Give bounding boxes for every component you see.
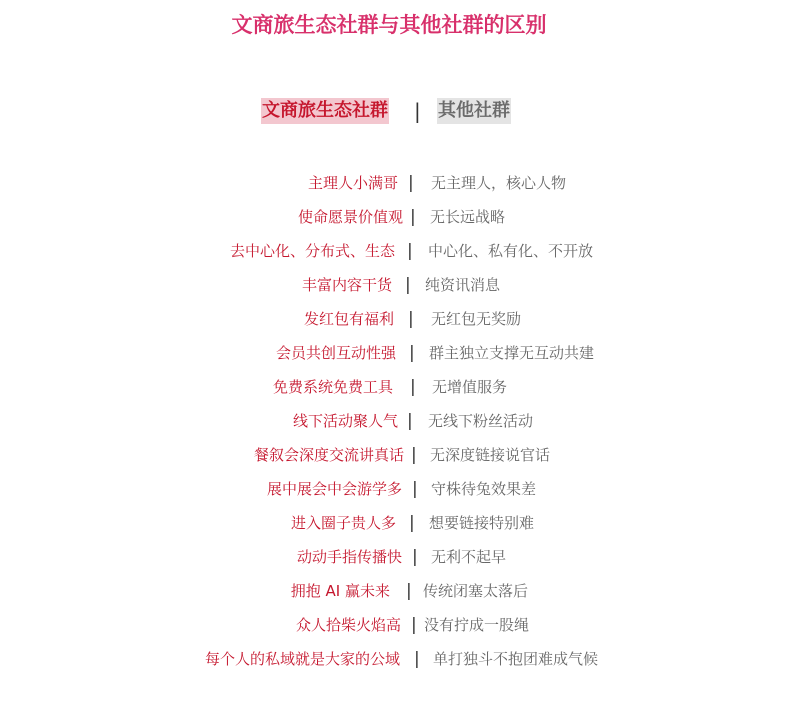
row-left-container — [0, 166, 398, 200]
row-left-text: 线下活动聚人气 — [292, 412, 398, 430]
row-left-container — [0, 200, 403, 234]
row-left-container — [0, 540, 402, 574]
row-right-text: 无红包无奖励 — [431, 310, 522, 328]
row-left-text: 每个人的私域就是大家的公域 — [204, 650, 400, 668]
row-left-text: 进入圈子贵人多 — [290, 514, 396, 532]
row-separator: | — [408, 309, 414, 329]
row-left-container — [0, 438, 404, 472]
row-left-container — [0, 268, 392, 302]
comparison-row — [0, 166, 800, 200]
row-right-text: 单打独斗不抱团难成气候 — [433, 650, 599, 668]
row-left-container — [0, 642, 400, 676]
row-left-container — [0, 404, 398, 438]
row-left-text: 餐叙会深度交流讲真话 — [253, 446, 404, 464]
row-right-text: 无线下粉丝活动 — [428, 412, 534, 430]
row-right-text: 纯资讯消息 — [425, 276, 501, 294]
comparison-header — [0, 96, 800, 128]
row-separator: | — [406, 581, 412, 601]
row-separator: | — [410, 377, 416, 397]
header-right-label: 其他社群 — [437, 98, 511, 124]
row-right-text: 无长远战略 — [430, 208, 506, 226]
row-right-text: 守株待兔效果差 — [431, 480, 537, 498]
row-left-container — [0, 370, 393, 404]
row-left-container — [0, 234, 395, 268]
row-right-text: 传统闭塞太落后 — [423, 582, 529, 600]
row-separator: | — [412, 547, 418, 567]
comparison-row — [0, 200, 800, 234]
row-right-text: 群主独立支撑无互动共建 — [429, 344, 595, 362]
comparison-row — [0, 404, 800, 438]
row-separator: | — [410, 207, 416, 227]
row-right-text: 想要链接特别难 — [429, 514, 535, 532]
row-separator: | — [414, 649, 420, 669]
row-separator: | — [407, 241, 413, 261]
comparison-row — [0, 438, 800, 472]
comparison-row — [0, 472, 800, 506]
row-separator: | — [407, 411, 413, 431]
row-left-text: 展中展会中会游学多 — [266, 480, 402, 498]
row-left-container — [0, 302, 394, 336]
row-left-container — [0, 574, 390, 608]
row-right-text: 没有拧成一股绳 — [424, 616, 530, 634]
header-separator: | — [414, 99, 421, 123]
page-title: 文商旅生态社群与其他社群的区别 — [231, 13, 547, 37]
row-left-container — [0, 506, 396, 540]
row-left-text: 丰富内容干货 — [301, 276, 392, 294]
header-left-label: 文商旅生态社群 — [261, 98, 389, 124]
row-right-text: 无主理人，核心人物 — [431, 174, 567, 192]
comparison-row — [0, 268, 800, 302]
comparison-row — [0, 336, 800, 370]
comparison-row — [0, 642, 800, 676]
row-separator: | — [411, 445, 417, 465]
row-left-text: 主理人小满哥 — [307, 174, 398, 192]
comparison-row — [0, 540, 800, 574]
row-left-text: 众人拾柴火焰高 — [295, 616, 401, 634]
row-separator: | — [412, 479, 418, 499]
comparison-row — [0, 370, 800, 404]
row-left-container — [0, 336, 396, 370]
row-separator: | — [409, 513, 415, 533]
comparison-list — [0, 166, 800, 676]
row-left-text: 使命愿景价值观 — [297, 208, 403, 226]
row-separator: | — [408, 173, 414, 193]
row-left-text: 拥抱 AI 赢未来 — [290, 582, 390, 600]
row-separator: | — [405, 275, 411, 295]
row-left-container — [0, 472, 402, 506]
row-left-container — [0, 608, 401, 642]
row-left-text: 去中心化、分布式、生态 — [229, 242, 395, 260]
row-right-text: 无深度链接说官话 — [430, 446, 551, 464]
row-left-text: 免费系统免费工具 — [272, 378, 393, 396]
comparison-row — [0, 234, 800, 268]
comparison-row — [0, 302, 800, 336]
row-left-text: 动动手指传播快 — [296, 548, 402, 566]
row-left-text: 会员共创互动性强 — [275, 344, 396, 362]
comparison-row — [0, 574, 800, 608]
row-right-text: 无增值服务 — [432, 378, 508, 396]
comparison-row — [0, 608, 800, 642]
row-left-text: 发红包有福利 — [303, 310, 394, 328]
row-separator: | — [411, 615, 417, 635]
comparison-row — [0, 506, 800, 540]
row-right-text: 中心化、私有化、不开放 — [428, 242, 594, 260]
row-separator: | — [409, 343, 415, 363]
row-right-text: 无利不起早 — [431, 548, 507, 566]
